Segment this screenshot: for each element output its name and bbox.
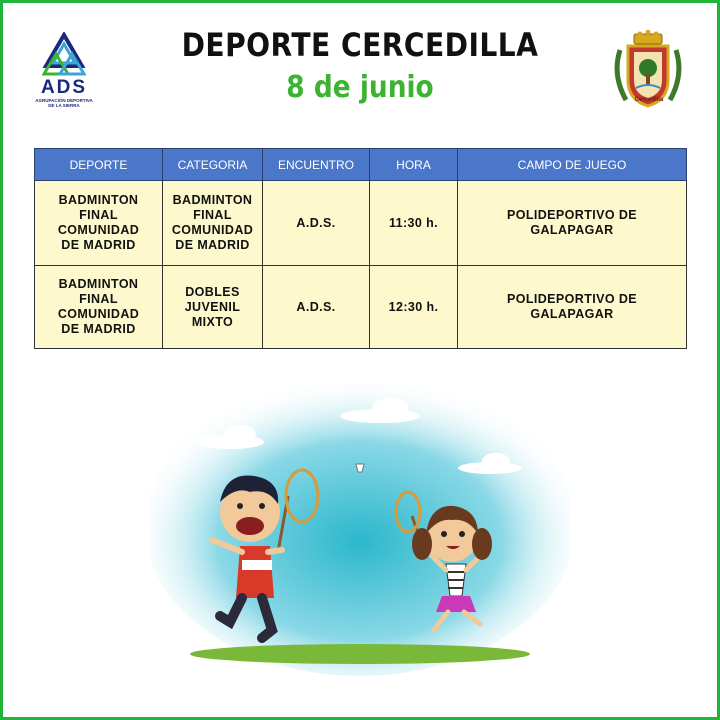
badminton-kids-illustration (150, 376, 570, 676)
cell-line: DE MADRID (61, 238, 136, 252)
cell-line: COMUNIDAD (57, 307, 140, 321)
crest-label: Cercedilla (634, 97, 664, 103)
col-header-campo: CAMPO DE JUEGO (458, 149, 687, 181)
page-title: DEPORTE CERCEDILLA (181, 26, 539, 64)
cell-categoria (163, 266, 263, 349)
cell-line: COMUNIDAD (57, 223, 140, 237)
table-row (35, 181, 687, 266)
cell-line: FINAL (193, 208, 232, 222)
col-header-encuentro: ENCUENTRO (263, 149, 370, 181)
shuttlecock-icon (356, 464, 364, 472)
cell-line: DE MADRID (175, 238, 250, 252)
cell-line: JUVENIL (184, 299, 241, 314)
ads-logo-subtitle-2: DE LA SIERRA (48, 103, 80, 108)
cell-deporte (35, 181, 163, 266)
cell-categoria (163, 181, 263, 266)
page-date: 8 de junio (286, 70, 434, 105)
cell-line: BADMINTON (58, 193, 139, 207)
cell-line: DOBLES (185, 284, 240, 299)
cell-line: GALAPAGAR (530, 307, 614, 321)
cell-line: DE MADRID (61, 322, 136, 336)
cell-line: FINAL (79, 208, 118, 222)
table-header-row (35, 149, 687, 181)
cell-encuentro: A.D.S. (263, 266, 370, 349)
cell-line: FINAL (79, 292, 118, 306)
cell-line: MIXTO (191, 314, 234, 329)
cell-line: BADMINTON (58, 277, 139, 291)
grass-ground (190, 644, 530, 664)
events-table (34, 148, 687, 349)
col-header-deporte: DEPORTE (35, 149, 163, 181)
cell-line: BADMINTON (172, 193, 253, 207)
cell-campo (458, 181, 687, 266)
cell-line: GALAPAGAR (530, 223, 614, 237)
cell-hora: 12:30 h. (370, 266, 458, 349)
cell-campo (458, 266, 687, 349)
cell-hora: 11:30 h. (370, 181, 458, 266)
ads-logo-text: ADS (40, 77, 88, 98)
col-header-hora: HORA (370, 149, 458, 181)
col-header-categoria: CATEGORIA (163, 149, 263, 181)
ads-logo-subtitle-1: AGRUPACIÓN DEPORTIVA (35, 98, 93, 103)
cell-line: COMUNIDAD (171, 223, 254, 237)
cell-encuentro: A.D.S. (263, 181, 370, 266)
cell-line: POLIDEPORTIVO DE (506, 292, 638, 306)
cell-line: POLIDEPORTIVO DE (506, 208, 638, 222)
cell-deporte (35, 266, 163, 349)
table-row (35, 266, 687, 349)
